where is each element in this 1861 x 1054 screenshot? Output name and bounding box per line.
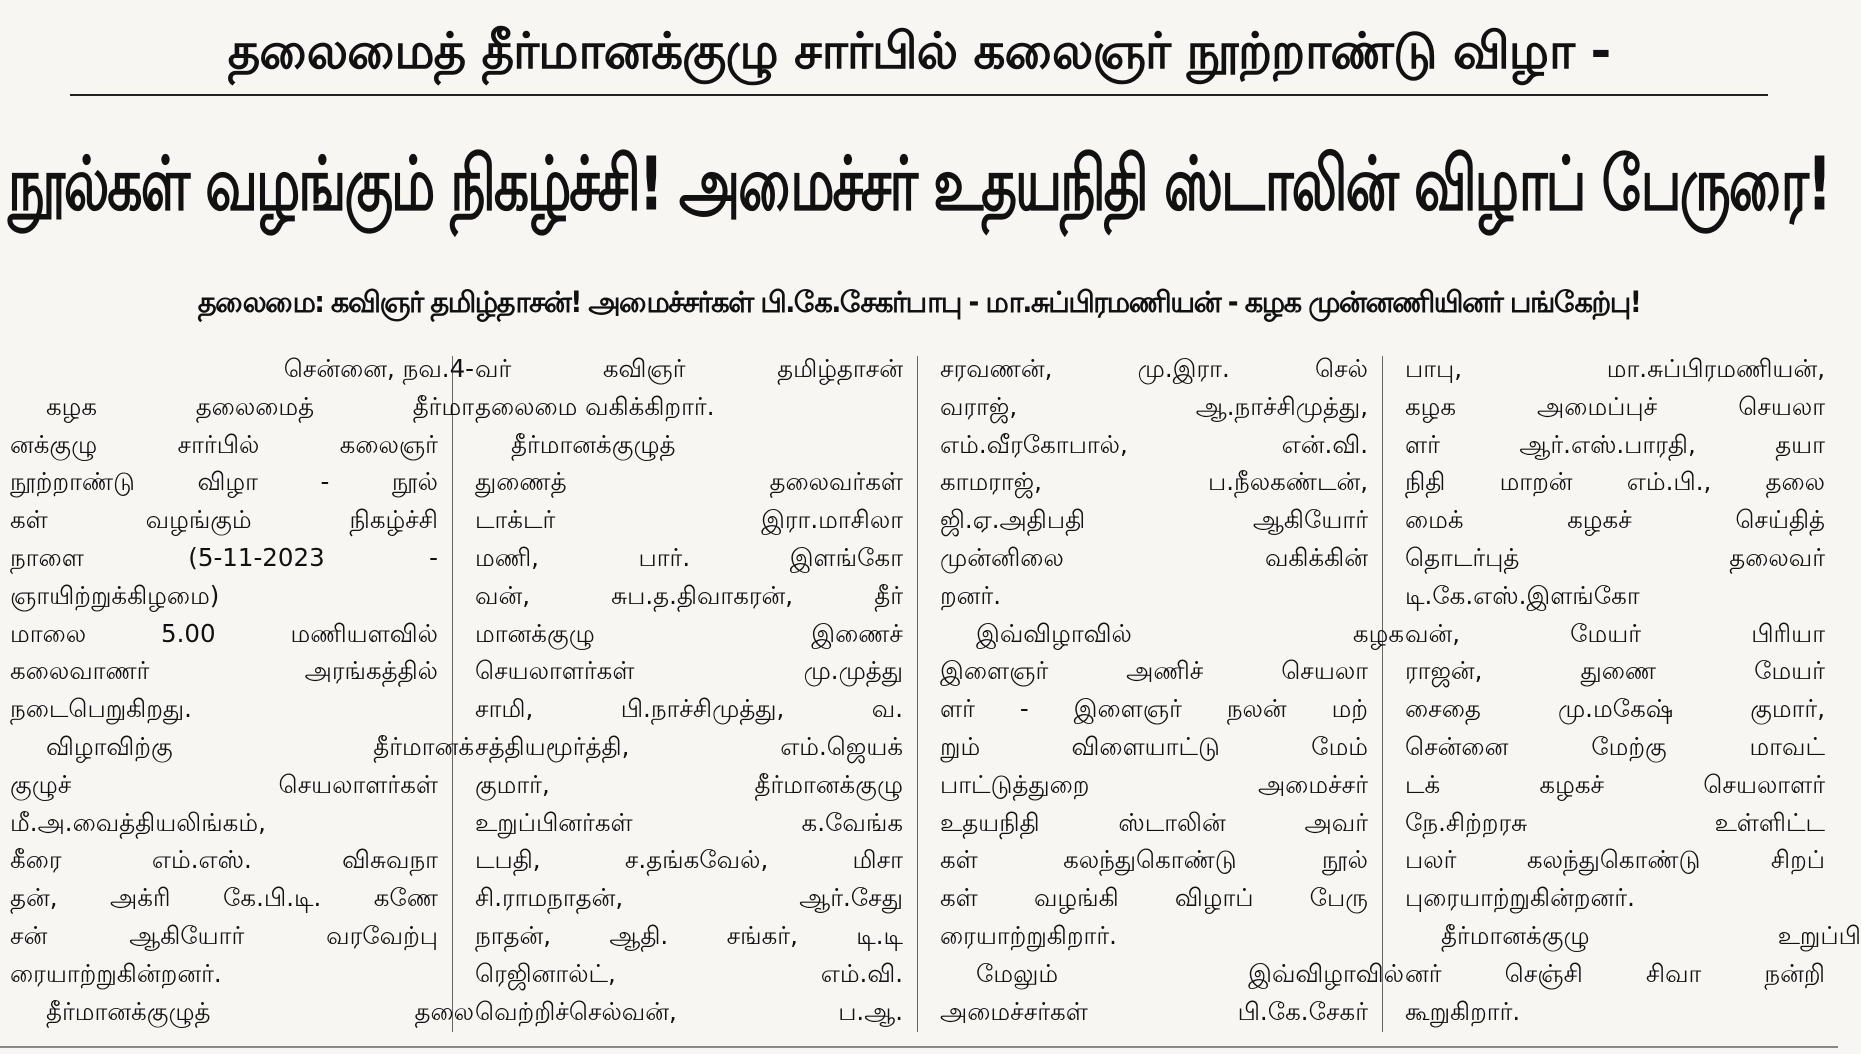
body-column-2 [475, 350, 903, 1040]
body-line: கழக அமைப்புச் செயலா [1405, 391, 1825, 421]
kicker-headline: தலைமைத் தீர்மானக்குழு சார்பில் கலைஞர் நூற்றாண்டு விழா - [227, 22, 1611, 80]
body-line: தலைமை வகிக்கிறார். [475, 391, 715, 421]
body-line: செயலாளர்கள் மு.முத்து [475, 656, 903, 686]
subheadline: தலைமை: கவிஞர் தமிழ்தாசன்! அமைச்சர்கள் பி.கே.சேகர்பாபு - மா.சுப்பிரமணியன் - கழக முன்னணியினர் பங்கேற்பு! [197, 285, 1641, 319]
body-line: கள் கலந்துகொண்டு நூல் [940, 845, 1368, 875]
body-line: னர் செஞ்சி சிவா நன்றி [1405, 958, 1825, 988]
body-line: வர் கவிஞர் தமிழ்தாசன் [475, 354, 903, 383]
body-line: றும் விளையாட்டு மேம் [940, 731, 1368, 761]
body-line: கலைவாணர் அரங்கத்தில் [10, 656, 438, 686]
bottom-rule [0, 1046, 1838, 1048]
body-line: டாக்டர் இரா.மாசிலா [475, 505, 903, 535]
body-line: மேலும் இவ்விழாவில் [976, 958, 1404, 988]
body-line: இவ்விழாவில் கழக [976, 618, 1404, 648]
body-line: புரையாற்றுகின்றனர். [1405, 883, 1635, 913]
body-line: தீர்மானக்குழு உறுப்பி [1441, 920, 1861, 950]
body-line: முன்னிலை வகிக்கின் [940, 542, 1368, 572]
body-line: வெற்றிச்செல்வன், ப.ஆ. [475, 996, 903, 1026]
body-line: உறுப்பினர்கள் க.வேங்க [475, 807, 903, 837]
body-line: ளர் - இளைஞர் நலன் மற் [940, 694, 1368, 724]
body-line: பாபு, மா.சுப்பிரமணியன், [1405, 354, 1825, 383]
body-line: மணி, பார். இளங்கோ [475, 542, 903, 572]
body-line: மானக்குழு இணைச் [475, 618, 903, 648]
body-line: ஜி.ஏ.அதிபதி ஆகியோர் [940, 505, 1368, 535]
body-line: தீர்மானக்குழுத் [511, 429, 676, 459]
body-line: குழுச் செயலாளர்கள் [10, 769, 438, 799]
body-line: சி.ராமநாதன், ஆர்.சேது [475, 883, 903, 913]
article-body [0, 350, 1861, 1040]
body-line: தீர்மானக்குழுத் தலை [46, 996, 474, 1026]
body-line: சைதை மு.மகேஷ் குமார், [1405, 694, 1825, 724]
body-line: றனர். [940, 580, 1002, 610]
body-line: சென்னை மேற்கு மாவட் [1405, 731, 1825, 761]
body-line: டி.கே.எஸ்.இளங்கோ [1405, 580, 1640, 610]
body-column-1 [10, 350, 474, 1040]
body-line: வராஜ், ஆ.நாச்சிமுத்து, [940, 391, 1368, 421]
body-line: ஞாயிற்றுக்கிழமை) [10, 580, 220, 610]
body-column-3 [940, 350, 1404, 1040]
body-line: துணைத் தலைவர்கள் [475, 467, 903, 497]
body-line: கள் வழங்கும் நிகழ்ச்சி [10, 505, 438, 535]
body-line: உதயநிதி ஸ்டாலின் அவர் [940, 807, 1368, 837]
body-line: இளைஞர் அணிச் செயலா [940, 656, 1368, 686]
body-line: கள் வழங்கி விழாப் பேரு [940, 883, 1368, 913]
body-line: மாலை 5.00 மணியளவில் [10, 618, 438, 648]
body-line: தன், அக்ரி கே.பி.டி. கணே [10, 883, 438, 913]
body-line: நே.சிற்றரசு உள்ளிட்ட [1405, 807, 1825, 837]
body-line: நடைபெறுகிறது. [10, 694, 192, 724]
body-line: நிதி மாறன் எம்.பி., தலை [1405, 467, 1825, 497]
body-line: நூற்றாண்டு விழா - நூல் [10, 467, 438, 497]
body-line: காமராஜ், ப.நீலகண்டன், [940, 467, 1368, 497]
body-line: பலர் கலந்துகொண்டு சிறப் [1405, 845, 1825, 875]
body-line: டக் கழகச் செயலாளர் [1405, 769, 1825, 799]
body-line: சத்தியமூர்த்தி, எம்.ஜெயக் [475, 731, 903, 761]
body-line: நாளை (5-11-2023 - [10, 542, 438, 572]
body-line: கழக தலைமைத் தீர்மா [46, 391, 474, 421]
body-line: ளர் ஆர்.எஸ்.பாரதி, தயா [1405, 429, 1825, 459]
body-line: மீ.அ.வைத்தியலிங்கம், [10, 807, 266, 837]
body-line: வன், மேயர் பிரியா [1405, 618, 1825, 648]
body-column-4 [1405, 350, 1861, 1040]
body-line: டபதி, ச.தங்கவேல், மிசா [475, 845, 903, 875]
body-line: னக்குழு சார்பில் கலைஞர் [10, 429, 438, 459]
body-line: குமார், தீர்மானக்குழு [475, 769, 903, 799]
main-headline: நூல்கள் வழங்கும் நிகழ்ச்சி! அமைச்சர் உதயநிதி ஸ்டாலின் விழாப் பேருரை! [7, 140, 1831, 228]
body-line: சன் ஆகியோர் வரவேற்பு [10, 920, 438, 950]
body-line: விழாவிற்கு தீர்மானக் [46, 731, 474, 761]
body-line: கூறுகிறார். [1405, 996, 1521, 1026]
body-line: தொடர்புத் தலைவர் [1405, 542, 1825, 572]
body-line: சரவணன், மு.இரா. செல் [940, 354, 1368, 383]
body-line: பாட்டுத்துறை அமைச்சர் [940, 769, 1368, 799]
body-line: கீரை எம்.எஸ். விசுவநா [10, 845, 438, 875]
dateline: சென்னை, நவ.4- [283, 354, 474, 383]
body-line: ரையாற்றுகின்றனர். [10, 958, 222, 988]
body-line: எம்.வீரகோபால், என்.வி. [940, 429, 1368, 459]
body-line: ரையாற்றுகிறார். [940, 920, 1117, 950]
body-line: ரெஜினால்ட், எம்.வி. [475, 958, 903, 988]
body-line: நாதன், ஆதி. சங்கர், டி.டி [475, 920, 903, 950]
body-line: அமைச்சர்கள் பி.கே.சேகர் [940, 996, 1368, 1026]
body-line: சாமி, பி.நாச்சிமுத்து, வ. [475, 694, 903, 724]
body-line: மைக் கழகச் செய்தித் [1405, 505, 1825, 535]
body-line: ராஜன், துணை மேயர் [1405, 656, 1825, 686]
body-line: வன், சுப.த.திவாகரன், தீர் [475, 580, 903, 610]
